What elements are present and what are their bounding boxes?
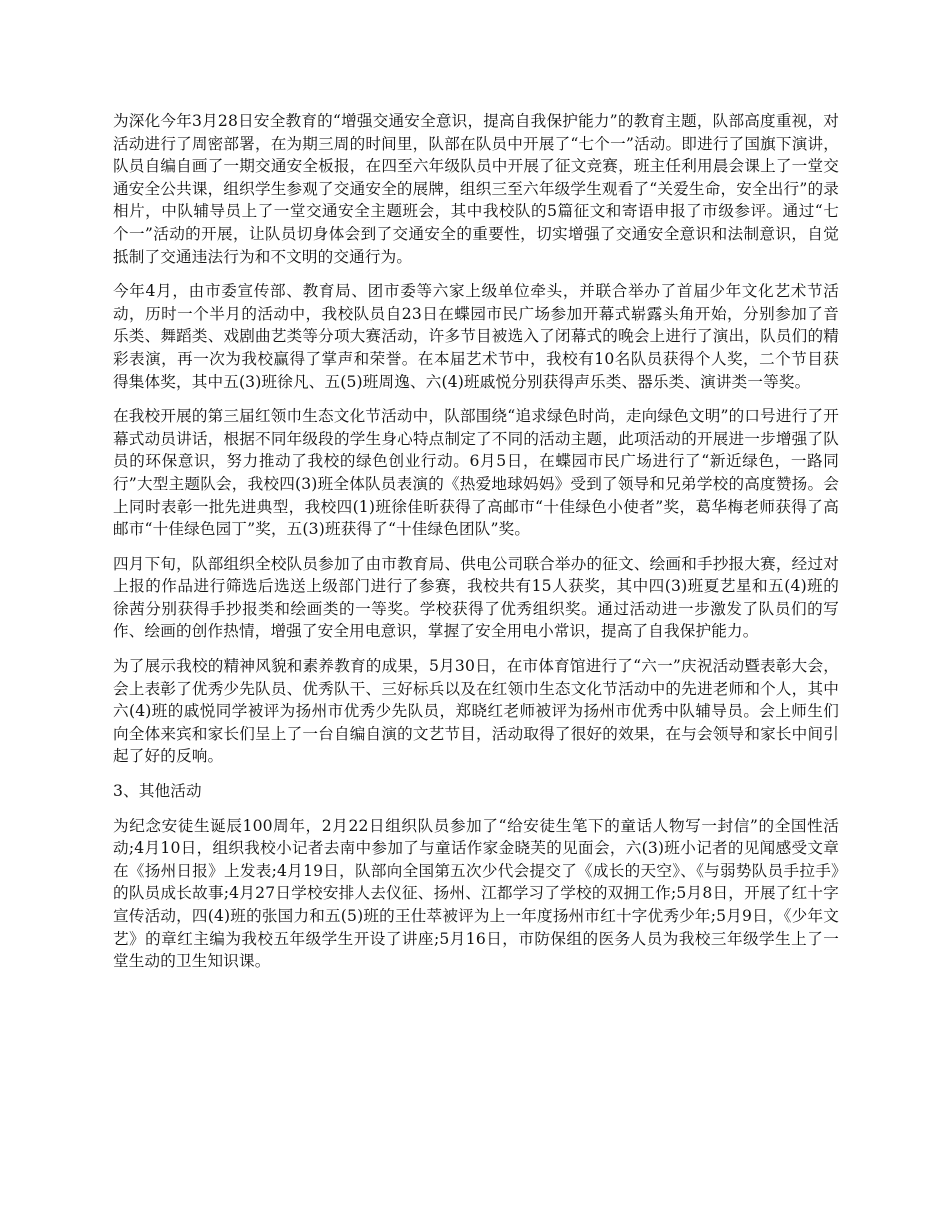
section-heading-other-activities: 3、其他活动 [113, 782, 202, 801]
paragraph-childrens-day: 为了展示我校的精神风貌和素养教育的成果，5月30日，在市体育馆进行了“六一”庆祝活动暨表彰大会，会上表彰了优秀少先队员、优秀队干、三好标兵以及在红领巾生态文化节活动中的先进老师和个人，其中六(4)班的戚悦同学被评为扬州市优秀少先队员，郑晓红老师被评为扬州市优秀中队辅导员。会上师生们向全体来宾和家长们呈上了一台自编自演的文艺节目，活动取得了很好的效果，在与会领导和家长中间引起了好的反响。 [113, 657, 839, 766]
paragraph-eco-festival: 在我校开展的第三届红领巾生态文化节活动中，队部围绕“追求绿色时尚，走向绿色文明”的口号进行了开幕式动员讲话，根据不同年级段的学生身心特点制定了不同的活动主题，此项活动的开展进一步增强了队员的环保意识，努力推动了我校的绿色创业行动。6月5日，在蝶园市民广场进行了“新近绿色，一路同行”大型主题队会，我校四(3)班全体队员表演的《热爱地球妈妈》受到了领导和兄弟学校的高度赞扬。会上同时表彰一批先进典型，我校四(1)班徐佳昕获得了高邮市“十佳绿色小使者”奖，葛华梅老师获得了高邮市“十佳绿色园丁”奖，五(3)班获得了“十佳绿色团队”奖。 [113, 407, 839, 539]
document-body [113, 110, 839, 985]
paragraph-traffic-safety: 为深化今年3月28日安全教育的“增强交通安全意识，提高自我保护能力”的教育主题，队部高度重视，对活动进行了周密部署，在为期三周的时间里，队部在队员中开展了“七个一”活动。即进行了国旗下演讲，队员自编自画了一期交通安全板报，在四至六年级队员中开展了征文竞赛，班主任利用晨会课上了一堂交通安全公共课，组织学生参观了交通安全的展牌，组织三至六年级学生观看了“关爱生命，安全出行”的录相片，中队辅导员上了一堂交通安全主题班会，其中我校队的5篇征文和寄语申报了市级参评。通过“七个一”活动的开展，让队员切身体会到了交通安全的重要性，切实增强了交通安全意识和法制意识，自觉抵制了交通违法行为和不文明的交通行为。 [113, 112, 839, 266]
paragraph-essay-contest: 四月下旬，队部组织全校队员参加了由市教育局、供电公司联合举办的征文、绘画和手抄报大赛，经过对上报的作品进行筛选后选送上级部门进行了参赛，我校共有15人获奖，其中四(3)班夏艺星和五(4)班的徐茜分别获得手抄报类和绘画类的一等奖。学校获得了优秀组织奖。通过活动进一步激发了队员们的写作、绘画的创作热情，增强了安全用电意识，掌握了安全用电小常识，提高了自我保护能力。 [113, 554, 839, 641]
paragraph-other-activities: 为纪念安徒生诞辰100周年，2月22日组织队员参加了“给安徒生笔下的童话人物写一封信”的全国性活动;4月10日，组织我校小记者去南中参加了与童话作家金晓芙的见面会，六(3)班小记者的见闻感受文章在《扬州日报》上发表;4月19日，队部向全国第五次少代会提交了《成长的天空》、《与弱势队员手拉手》的队员成长故事;4月27日学校安排人去仪征、扬州、江都学习了学校的双拥工作;5月8日，开展了红十字宣传活动，四(4)班的张国力和五(5)班的王仕萃被评为上一年度扬州市红十字优秀少年;5月9日，《少年文艺》的章红主编为我校五年级学生开设了讲座;5月16日，市防保组的医务人员为我校三年级学生上了一堂生动的卫生知识课。 [113, 816, 839, 971]
paragraph-art-festival: 今年4月，由市委宣传部、教育局、团市委等六家上级单位牵头，并联合举办了首届少年文化艺术节活动，历时一个半月的活动中，我校队员自23日在蝶园市民广场参加开幕式崭露头角开始，分别参加了音乐类、舞蹈类、戏剧曲艺类等分项大赛活动，许多节目被选入了闭幕式的晚会上进行了演出，队员们的精彩表演，再一次为我校赢得了掌声和荣誉。在本届艺术节中，我校有10名队员获得个人奖，二个节目获得集体奖，其中五(3)班徐凡、五(5)班周逸、六(4)班戚悦分别获得声乐类、器乐类、演讲类一等奖。 [113, 282, 839, 391]
